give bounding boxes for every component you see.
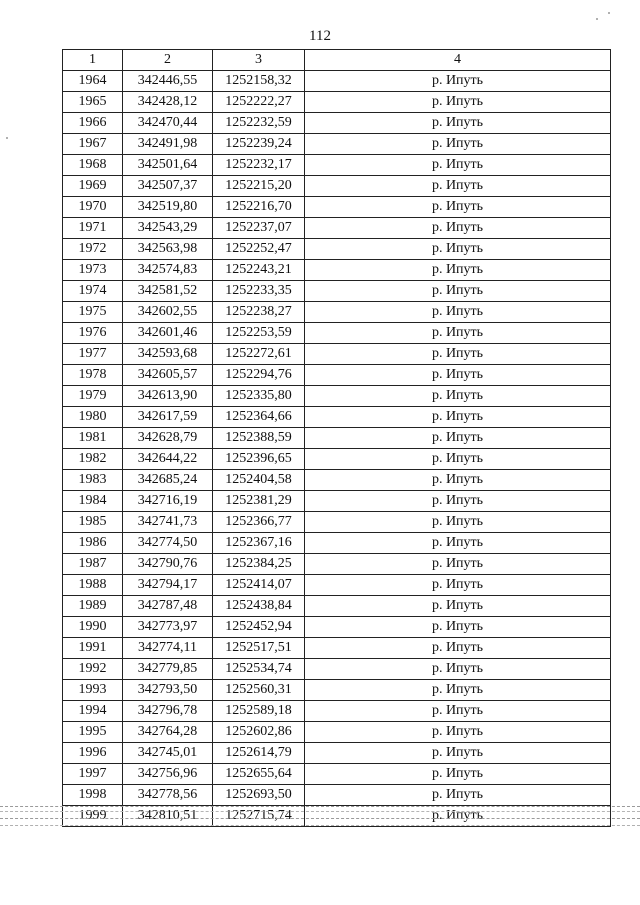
scan-artifact-line: [0, 825, 640, 826]
cell-description: р. Ипуть: [305, 722, 611, 743]
table-row: [63, 302, 611, 323]
table-row: [63, 323, 611, 344]
cell-description: р. Ипуть: [305, 596, 611, 617]
cell-x-coordinate: 342790,76: [123, 554, 213, 575]
table-row: [63, 596, 611, 617]
cell-description: р. Ипуть: [305, 239, 611, 260]
cell-description: р. Ипуть: [305, 113, 611, 134]
table-row: [63, 617, 611, 638]
cell-y-coordinate: 1252252,47: [213, 239, 305, 260]
cell-point-number: 1988: [63, 575, 123, 596]
table-row: [63, 428, 611, 449]
cell-x-coordinate: 342574,83: [123, 260, 213, 281]
cell-y-coordinate: 1252388,59: [213, 428, 305, 449]
cell-y-coordinate: 1252233,35: [213, 281, 305, 302]
table-row: [63, 554, 611, 575]
cell-description: р. Ипуть: [305, 197, 611, 218]
cell-description: р. Ипуть: [305, 806, 611, 827]
cell-x-coordinate: 342501,64: [123, 155, 213, 176]
cell-y-coordinate: 1252366,77: [213, 512, 305, 533]
cell-x-coordinate: 342491,98: [123, 134, 213, 155]
table-row: [63, 239, 611, 260]
cell-x-coordinate: 342773,97: [123, 617, 213, 638]
cell-point-number: 1983: [63, 470, 123, 491]
cell-x-coordinate: 342601,46: [123, 323, 213, 344]
cell-point-number: 1970: [63, 197, 123, 218]
cell-x-coordinate: 342787,48: [123, 596, 213, 617]
cell-description: р. Ипуть: [305, 533, 611, 554]
cell-y-coordinate: 1252335,80: [213, 386, 305, 407]
cell-description: р. Ипуть: [305, 785, 611, 806]
cell-y-coordinate: 1252294,76: [213, 365, 305, 386]
cell-point-number: 1996: [63, 743, 123, 764]
cell-description: р. Ипуть: [305, 512, 611, 533]
cell-x-coordinate: 342745,01: [123, 743, 213, 764]
cell-y-coordinate: 1252237,07: [213, 218, 305, 239]
scan-speck: [6, 137, 8, 139]
scan-speck: [608, 12, 610, 14]
cell-y-coordinate: 1252452,94: [213, 617, 305, 638]
table-row: [63, 113, 611, 134]
cell-point-number: 1974: [63, 281, 123, 302]
cell-description: р. Ипуть: [305, 134, 611, 155]
cell-point-number: 1982: [63, 449, 123, 470]
cell-point-number: 1999: [63, 806, 123, 827]
cell-description: р. Ипуть: [305, 386, 611, 407]
cell-y-coordinate: 1252367,16: [213, 533, 305, 554]
cell-y-coordinate: 1252232,59: [213, 113, 305, 134]
cell-description: р. Ипуть: [305, 449, 611, 470]
column-header-x-coordinate: 2: [123, 50, 213, 71]
cell-description: р. Ипуть: [305, 428, 611, 449]
cell-x-coordinate: 342543,29: [123, 218, 213, 239]
cell-x-coordinate: 342519,80: [123, 197, 213, 218]
table-row: [63, 155, 611, 176]
cell-x-coordinate: 342764,28: [123, 722, 213, 743]
cell-point-number: 1966: [63, 113, 123, 134]
cell-y-coordinate: 1252364,66: [213, 407, 305, 428]
cell-y-coordinate: 1252238,27: [213, 302, 305, 323]
cell-point-number: 1989: [63, 596, 123, 617]
cell-point-number: 1978: [63, 365, 123, 386]
cell-y-coordinate: 1252693,50: [213, 785, 305, 806]
cell-x-coordinate: 342581,52: [123, 281, 213, 302]
table-row: [63, 176, 611, 197]
cell-x-coordinate: 342446,55: [123, 71, 213, 92]
table-row: [63, 785, 611, 806]
cell-y-coordinate: 1252414,07: [213, 575, 305, 596]
cell-point-number: 1987: [63, 554, 123, 575]
table-row: [63, 491, 611, 512]
cell-y-coordinate: 1252438,84: [213, 596, 305, 617]
table-row: [63, 386, 611, 407]
cell-y-coordinate: 1252404,58: [213, 470, 305, 491]
cell-description: р. Ипуть: [305, 71, 611, 92]
cell-description: р. Ипуть: [305, 554, 611, 575]
table-row: [63, 92, 611, 113]
table-row: [63, 134, 611, 155]
cell-point-number: 1997: [63, 764, 123, 785]
table-row: [63, 638, 611, 659]
table-row: [63, 806, 611, 827]
cell-description: р. Ипуть: [305, 470, 611, 491]
cell-description: р. Ипуть: [305, 344, 611, 365]
page-number: 112: [309, 28, 331, 44]
cell-description: р. Ипуть: [305, 617, 611, 638]
cell-x-coordinate: 342793,50: [123, 680, 213, 701]
table-row: [63, 764, 611, 785]
cell-point-number: 1975: [63, 302, 123, 323]
cell-point-number: 1998: [63, 785, 123, 806]
cell-x-coordinate: 342563,98: [123, 239, 213, 260]
cell-description: р. Ипуть: [305, 764, 611, 785]
cell-y-coordinate: 1252384,25: [213, 554, 305, 575]
table-row: [63, 218, 611, 239]
cell-y-coordinate: 1252517,51: [213, 638, 305, 659]
cell-y-coordinate: 1252560,31: [213, 680, 305, 701]
cell-point-number: 1994: [63, 701, 123, 722]
cell-description: р. Ипуть: [305, 659, 611, 680]
cell-y-coordinate: 1252239,24: [213, 134, 305, 155]
cell-x-coordinate: 342796,78: [123, 701, 213, 722]
cell-x-coordinate: 342794,17: [123, 575, 213, 596]
cell-y-coordinate: 1252232,17: [213, 155, 305, 176]
cell-x-coordinate: 342644,22: [123, 449, 213, 470]
cell-x-coordinate: 342428,12: [123, 92, 213, 113]
cell-x-coordinate: 342613,90: [123, 386, 213, 407]
column-header-point-number: 1: [63, 50, 123, 71]
cell-point-number: 1973: [63, 260, 123, 281]
cell-point-number: 1990: [63, 617, 123, 638]
column-header-y-coordinate: 3: [213, 50, 305, 71]
table-row: [63, 575, 611, 596]
cell-point-number: 1979: [63, 386, 123, 407]
cell-y-coordinate: 1252253,59: [213, 323, 305, 344]
cell-x-coordinate: 342779,85: [123, 659, 213, 680]
cell-description: р. Ипуть: [305, 575, 611, 596]
scan-artifact-line: [0, 806, 640, 807]
cell-x-coordinate: 342685,24: [123, 470, 213, 491]
table-row: [63, 365, 611, 386]
table-header-row: [63, 50, 611, 71]
cell-point-number: 1995: [63, 722, 123, 743]
cell-x-coordinate: 342507,37: [123, 176, 213, 197]
table-row: [63, 722, 611, 743]
cell-description: р. Ипуть: [305, 260, 611, 281]
cell-point-number: 1993: [63, 680, 123, 701]
cell-point-number: 1965: [63, 92, 123, 113]
cell-description: р. Ипуть: [305, 92, 611, 113]
cell-y-coordinate: 1252602,86: [213, 722, 305, 743]
cell-point-number: 1977: [63, 344, 123, 365]
cell-y-coordinate: 1252534,74: [213, 659, 305, 680]
cell-y-coordinate: 1252381,29: [213, 491, 305, 512]
cell-point-number: 1964: [63, 71, 123, 92]
table-row: [63, 407, 611, 428]
table-row: [63, 281, 611, 302]
cell-point-number: 1972: [63, 239, 123, 260]
cell-y-coordinate: 1252158,32: [213, 71, 305, 92]
cell-y-coordinate: 1252243,21: [213, 260, 305, 281]
cell-y-coordinate: 1252396,65: [213, 449, 305, 470]
column-header-description: 4: [305, 50, 611, 71]
cell-point-number: 1969: [63, 176, 123, 197]
cell-point-number: 1971: [63, 218, 123, 239]
cell-point-number: 1976: [63, 323, 123, 344]
cell-point-number: 1986: [63, 533, 123, 554]
cell-point-number: 1992: [63, 659, 123, 680]
cell-x-coordinate: 342628,79: [123, 428, 213, 449]
scan-artifact-line: [0, 818, 640, 819]
cell-description: р. Ипуть: [305, 302, 611, 323]
cell-point-number: 1968: [63, 155, 123, 176]
scan-artifact-line: [0, 811, 640, 812]
cell-y-coordinate: 1252222,27: [213, 92, 305, 113]
cell-x-coordinate: 342741,73: [123, 512, 213, 533]
cell-description: р. Ипуть: [305, 680, 611, 701]
cell-y-coordinate: 1252655,64: [213, 764, 305, 785]
cell-y-coordinate: 1252216,70: [213, 197, 305, 218]
table-row: [63, 260, 611, 281]
cell-y-coordinate: 1252715,74: [213, 806, 305, 827]
table-row: [63, 470, 611, 491]
cell-x-coordinate: 342593,68: [123, 344, 213, 365]
table-row: [63, 680, 611, 701]
scan-speck: [596, 18, 598, 20]
table-row: [63, 197, 611, 218]
cell-description: р. Ипуть: [305, 407, 611, 428]
cell-description: р. Ипуть: [305, 281, 611, 302]
cell-x-coordinate: 342810,51: [123, 806, 213, 827]
table-row: [63, 743, 611, 764]
cell-x-coordinate: 342756,96: [123, 764, 213, 785]
cell-description: р. Ипуть: [305, 323, 611, 344]
cell-y-coordinate: 1252272,61: [213, 344, 305, 365]
table-row: [63, 71, 611, 92]
cell-point-number: 1980: [63, 407, 123, 428]
cell-x-coordinate: 342774,11: [123, 638, 213, 659]
table-row: [63, 701, 611, 722]
table-row: [63, 512, 611, 533]
cell-x-coordinate: 342605,57: [123, 365, 213, 386]
cell-description: р. Ипуть: [305, 743, 611, 764]
cell-x-coordinate: 342617,59: [123, 407, 213, 428]
cell-y-coordinate: 1252614,79: [213, 743, 305, 764]
table-row: [63, 533, 611, 554]
cell-point-number: 1984: [63, 491, 123, 512]
coordinates-table: [62, 49, 611, 827]
cell-x-coordinate: 342778,56: [123, 785, 213, 806]
cell-description: р. Ипуть: [305, 491, 611, 512]
cell-description: р. Ипуть: [305, 218, 611, 239]
cell-point-number: 1985: [63, 512, 123, 533]
cell-x-coordinate: 342602,55: [123, 302, 213, 323]
table-row: [63, 449, 611, 470]
cell-description: р. Ипуть: [305, 365, 611, 386]
cell-description: р. Ипуть: [305, 638, 611, 659]
cell-x-coordinate: 342470,44: [123, 113, 213, 134]
cell-y-coordinate: 1252589,18: [213, 701, 305, 722]
cell-description: р. Ипуть: [305, 176, 611, 197]
cell-x-coordinate: 342774,50: [123, 533, 213, 554]
table-row: [63, 659, 611, 680]
table-body: [63, 71, 611, 827]
cell-y-coordinate: 1252215,20: [213, 176, 305, 197]
cell-point-number: 1981: [63, 428, 123, 449]
cell-x-coordinate: 342716,19: [123, 491, 213, 512]
table-row: [63, 344, 611, 365]
cell-description: р. Ипуть: [305, 155, 611, 176]
cell-point-number: 1967: [63, 134, 123, 155]
cell-description: р. Ипуть: [305, 701, 611, 722]
cell-point-number: 1991: [63, 638, 123, 659]
